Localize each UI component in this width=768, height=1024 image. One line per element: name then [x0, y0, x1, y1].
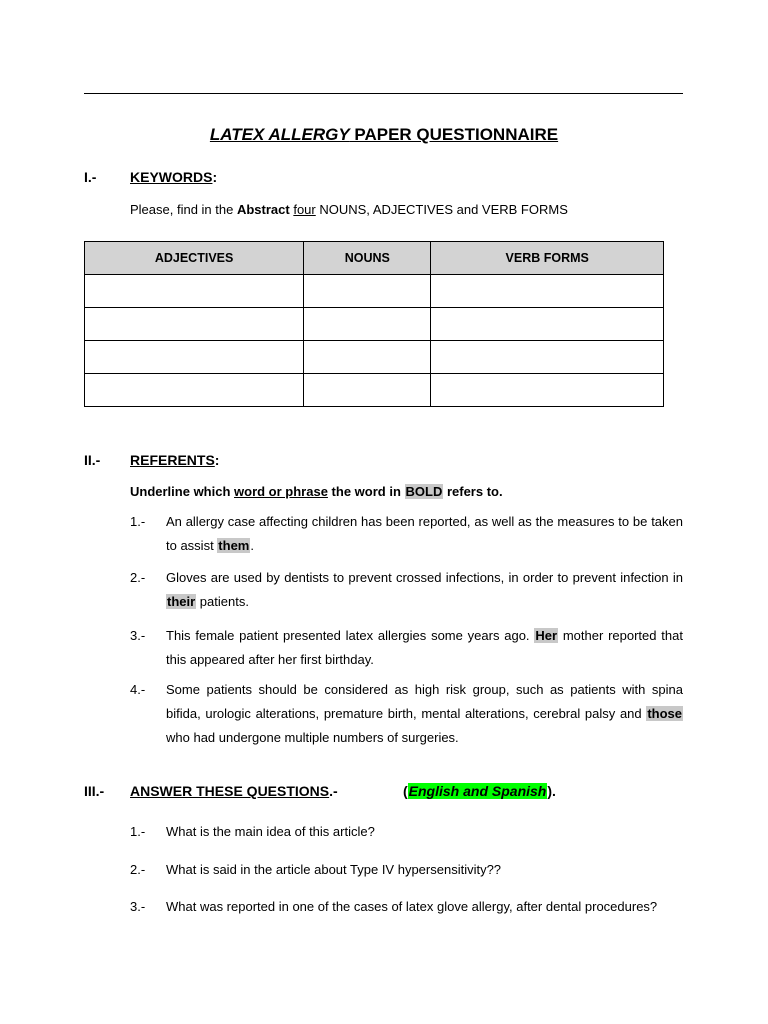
- question-item: [130, 858, 683, 881]
- question-number: 3.-: [130, 899, 146, 914]
- instr2-a: Underline which: [130, 484, 235, 499]
- header-adjectives: ADJECTIVES: [85, 242, 304, 275]
- title-paper-questionnaire: PAPER QUESTIONNAIRE: [349, 125, 559, 144]
- section1-instruction: [130, 202, 568, 217]
- instr2-bold: BOLD: [405, 484, 443, 499]
- item-number: 4.-: [130, 682, 146, 697]
- language-note: [403, 783, 556, 799]
- item-text-before: An allergy case affecting children has been reported, as well as the measures to be taken to assist: [166, 514, 683, 553]
- section1-heading: [130, 169, 217, 185]
- list-item: [130, 510, 683, 558]
- table-cell[interactable]: [85, 308, 304, 341]
- instr1-abstract: Abstract: [236, 202, 290, 217]
- section2-heading: [130, 452, 219, 468]
- table-cell[interactable]: [304, 341, 431, 374]
- table-cell[interactable]: [85, 374, 304, 407]
- section1-heading-text: KEYWORDS: [130, 169, 213, 185]
- table-cell[interactable]: [431, 275, 664, 308]
- item-text-before: Gloves are used by dentists to prevent crossed infections, in order to prevent infection in: [166, 570, 683, 585]
- instr1-e: NOUNS, ADJECTIVES and VERB FORMS: [315, 202, 568, 217]
- item-text: [166, 678, 683, 750]
- item-text: [166, 510, 683, 558]
- highlighted-word: them: [218, 538, 250, 553]
- question-item: [130, 895, 683, 918]
- item-text-after: mother reported that this appeared after her first birthday.: [166, 628, 683, 667]
- item-text-after: patients.: [196, 594, 249, 609]
- header-nouns: NOUNS: [304, 242, 431, 275]
- item-text-after: .: [250, 538, 254, 553]
- item-number: 2.-: [130, 570, 146, 585]
- table-cell[interactable]: [431, 308, 664, 341]
- section3-heading-text: ANSWER THESE QUESTIONS: [130, 783, 330, 799]
- instr1-four: four: [293, 202, 316, 217]
- section3-heading-suffix: .-: [329, 783, 338, 799]
- lang-text: English and Spanish: [408, 783, 547, 799]
- table-row: [85, 308, 664, 341]
- table-cell[interactable]: [85, 275, 304, 308]
- table-cell[interactable]: [431, 374, 664, 407]
- table-cell[interactable]: [304, 374, 431, 407]
- header-verb-forms: VERB FORMS: [431, 242, 664, 275]
- highlighted-word: their: [167, 594, 196, 609]
- lang-close: ).: [547, 783, 556, 799]
- list-item: [130, 566, 683, 614]
- table-cell[interactable]: [304, 275, 431, 308]
- question-number: 2.-: [130, 862, 146, 877]
- item-number: 3.-: [130, 628, 146, 643]
- section3-number: III.-: [84, 783, 105, 799]
- keywords-header-row: [85, 242, 664, 275]
- title-latex-allergy: LATEX ALLERGY: [209, 125, 350, 144]
- instr2-word-or-phrase: word or phrase: [234, 484, 328, 499]
- instr2-e: refers to.: [443, 484, 503, 499]
- section2-heading-text: REFERENTS: [130, 452, 215, 468]
- question-text: What is the main idea of this article?: [166, 824, 375, 839]
- item-text: [166, 566, 683, 614]
- table-row: [85, 341, 664, 374]
- table-cell[interactable]: [431, 341, 664, 374]
- list-item: [130, 678, 683, 750]
- item-text-after: who had undergone multiple numbers of surgeries.: [166, 730, 459, 745]
- section2-number: II.-: [84, 452, 101, 468]
- instr2-c: the word in: [327, 484, 405, 499]
- question-text: What is said in the article about Type IV hypersensitivity??: [166, 862, 502, 877]
- table-cell[interactable]: [85, 341, 304, 374]
- item-text-before: Some patients should be considered as high risk group, such as patients with spina bifida, urologic alterations, premature birth, mental alterations, cerebral palsy and: [166, 682, 683, 721]
- top-rule: [84, 93, 683, 94]
- highlighted-word: Her: [535, 628, 558, 643]
- item-number: 1.-: [130, 514, 146, 529]
- question-number: 1.-: [130, 824, 146, 839]
- section1-heading-colon: :: [212, 169, 218, 185]
- page-title: [0, 125, 768, 145]
- table-cell[interactable]: [304, 308, 431, 341]
- item-text-before: This female patient presented latex allergies some years ago.: [166, 628, 535, 643]
- section2-heading-colon: :: [214, 452, 220, 468]
- question-item: [130, 820, 683, 843]
- item-text: [166, 624, 683, 672]
- section3-heading: [130, 783, 338, 799]
- highlighted-word: those: [647, 706, 682, 721]
- section1-number: I.-: [84, 169, 97, 185]
- table-row: [85, 374, 664, 407]
- section2-instruction: [130, 484, 503, 499]
- question-text: What was reported in one of the cases of latex glove allergy, after dental procedures?: [166, 899, 658, 914]
- instr1-a: Please, find in the: [130, 202, 237, 217]
- keywords-table: [84, 241, 664, 407]
- lang-open: (: [403, 783, 408, 799]
- table-row: [85, 275, 664, 308]
- list-item: [130, 624, 683, 672]
